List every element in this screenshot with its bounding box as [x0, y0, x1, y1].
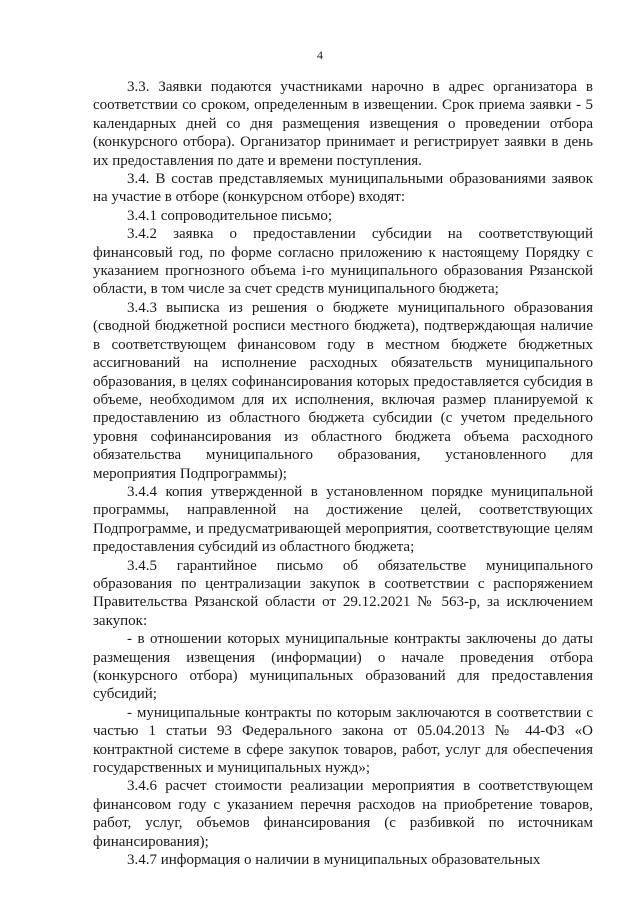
- paragraph-3-4: 3.4. В состав представляемых муниципальными образованиями заявок на участие в отборе (конкурсном отборе) входят:: [93, 171, 593, 206]
- paragraph-3-4-1: 3.4.1 сопроводительное письмо;: [127, 207, 333, 224]
- paragraph-3-4-7: 3.4.7 информация о наличии в муниципальных образовательных: [127, 852, 541, 869]
- paragraph-3-4-4: 3.4.4 копия утвержденной в установленном порядке муниципальной программы, направленной на достижение целей, соответствующих Подпрограмме, и предусматривающей мероприятия, соответствующие целям предоставления субсидий из областного бюджета;: [93, 483, 593, 556]
- exception-item-2: - муниципальные контракты по которым заключаются в соответствии с частью 1 статьи 93 Федерального закона от 05.04.2013 № 44-ФЗ «О контрактной системе в сфере закупок товаров, работ, услуг для обеспечения государственных и муниципальных нужд»;: [93, 704, 593, 777]
- paragraph-3-4-2: 3.4.2 заявка о предоставлении субсидии на соответствующий финансовый год, по форме согласно приложению к настоящему Порядку с указанием прогнозного объема i-го муниципального образования Рязанской области, в том числе за счет средств муниципального бюджета;: [93, 226, 593, 298]
- paragraph-3-4-5: 3.4.5 гарантийное письмо об обязательстве муниципального образования по централизации закупок в соответствии с распоряжением Правительства Рязанской области от 29.12.2021 № 563-р, за исключением закупок:: [93, 557, 593, 629]
- paragraph-3-3: 3.3. Заявки подаются участниками нарочно в адрес организатора в соответствии со сроком, определенным в извещении. Срок приема заявки - 5 календарных дней со дня размещения извещения о проведении отбора (конкурсного отбора). Организатор принимает и регистрирует заявки в день их предоставления по дате и времени поступления.: [93, 79, 593, 169]
- document-body: [93, 78, 593, 869]
- paragraph-3-4-6: 3.4.6 расчет стоимости реализации мероприятия в соответствующем финансовом году с указанием перечня расходов на приобретение товаров, работ, услуг, объемов финансирования (с разбивкой по источникам финансирования);: [93, 778, 593, 850]
- exception-item-1: - в отношении которых муниципальные контракты заключены до даты размещения извещения (информации) о начале проведения отбора (конкурсного отбора) муниципальных образований для предоставления субсидий;: [93, 631, 593, 703]
- paragraph-3-4-3: 3.4.3 выписка из решения о бюджете муниципального образования (сводной бюджетной росписи местного бюджета), подтверждающая наличие в соответствующем финансовом году в местном бюджете бюджетных ассигнований на исполнение расходных обязательств муниципального образования, в целях софинансирования которых предоставляется субсидия в объеме, необходимом для их исполнения, включая размер планируемой к предоставлению из областного бюджета субсидии (с учетом предельного уровня софинансирования из областного бюджета объема расходного обязательства муниципального образования, установленного для мероприятия Подпрограммы);: [93, 299, 593, 482]
- page-number: 4: [317, 48, 323, 62]
